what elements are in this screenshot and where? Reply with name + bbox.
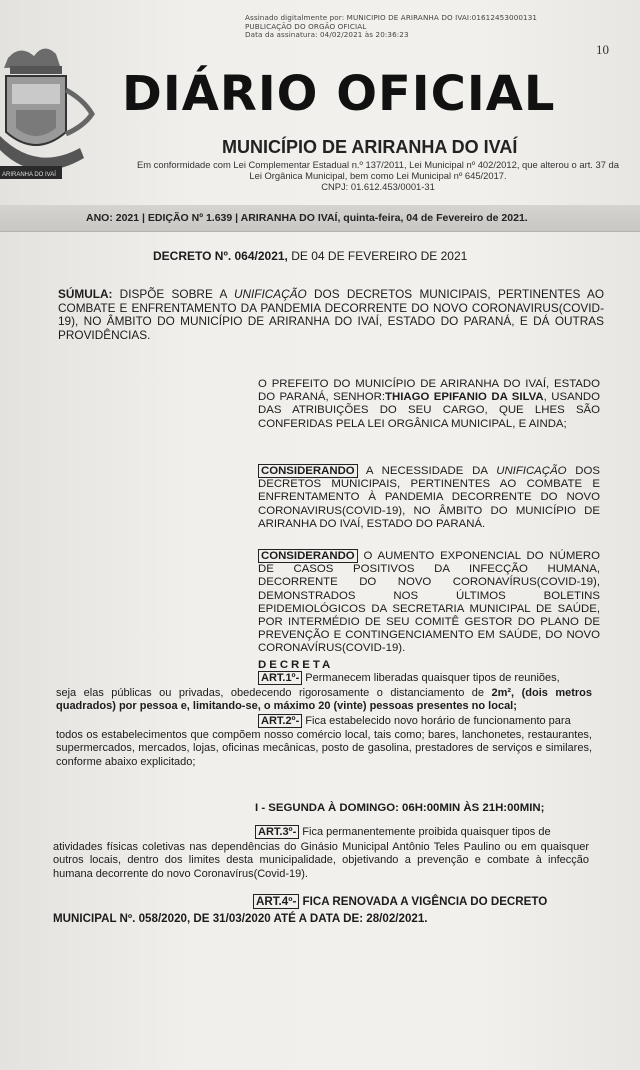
crest-label: ARIRANHA DO IVAÍ bbox=[2, 172, 56, 178]
preamble-paragraph bbox=[258, 378, 600, 431]
considerando-text: DOS DECRETOS MUNICIPAIS, PERTINENTES AO COMBATE E ENFRENTAMENTO À PANDEMIA DECORRENTE DO NOVO CORONAVIRUS(COVID-19), NO ÂMBITO DO MUNICÍPIO DE ARIRANHA DO IVAÍ, ESTADO DO PARANÁ. bbox=[258, 465, 600, 530]
article-1-lead bbox=[258, 672, 594, 685]
sumula-text: DOS DECRETOS MUNICIPAIS, PERTINENTES AO COMBATE E ENFRENTAMENTO DA PANDEMIA DECORRENTE DO NOVO CORONAVIRUS(COVID-19), NO ÂMBITO DO MUNICÍPIO DE ARIRANHA DO IVAÍ, ESTADO DO PARANÁ, E DÁ OUTRAS PROVIDÊNCIAS. bbox=[58, 287, 604, 342]
newspaper-title: DIÁRIO OFICIAL bbox=[122, 66, 556, 122]
municipality-name: MUNICÍPIO DE ARIRANHA DO IVAÍ bbox=[222, 137, 518, 157]
page-number: 10 bbox=[596, 42, 609, 57]
sumula-text: DISPÕE SOBRE A bbox=[112, 287, 234, 301]
conformity-notice bbox=[118, 160, 638, 192]
article-2-lead bbox=[258, 715, 594, 728]
conformity-line: Em conformidade com Lei Complementar Estadual n.º 137/2011, Lei Municipal nº 402/2012, que alterou o art. 37 da bbox=[137, 159, 619, 170]
article-2-body: todos os estabelecimentos que compõem nosso comércio local, tais como; bares, lanchonetes, restaurantes, supermercados, mercados, lojas, oficinas mecânicas, posto de gasolina, prestadores de serviços e similares, conforme abaixo explicitado; bbox=[56, 729, 592, 768]
article-text: Permanecem liberadas quaisquer tipos de reuniões, bbox=[302, 672, 560, 684]
considerando-label: CONSIDERANDO bbox=[258, 549, 358, 563]
article-3-label: ART.3º- bbox=[255, 825, 299, 839]
municipal-crest-icon bbox=[0, 40, 98, 190]
sumula-paragraph bbox=[58, 288, 604, 342]
considerando-italic: UNIFICAÇÃO bbox=[496, 465, 567, 477]
decree-date: DE 04 DE FEVEREIRO DE 2021 bbox=[287, 249, 468, 263]
signature-line: Assinado digitalmente por: MUNICIPIO DE ARIRANHA DO IVAI:01612453000131 bbox=[245, 13, 538, 22]
signature-line: Data da assinatura: 04/02/2021 às 20:36:23 bbox=[245, 30, 409, 40]
signature-line: PUBLICAÇÃO DO ORGÃO OFICIAL bbox=[245, 21, 367, 31]
preamble-text: , USANDO DAS ATRIBUIÇÕES DO SEU CARGO, QUE LHES SÃO CONFERIDAS PELA LEI ORGÂNICA MUNICIPAL, E AINDA; bbox=[258, 391, 600, 430]
decree-number: DECRETO Nº. 064/2021, bbox=[153, 249, 288, 263]
article-4-lead bbox=[253, 895, 589, 908]
decreta-heading: DECRETA bbox=[258, 659, 334, 671]
article-3-body: atividades físicas coletivas nas dependências do Ginásio Municipal Antônio Teles Paulino ou em quaisquer outros locais, dentro dos limites desta municipalidade, objetivando a prevenção e combate à infecção humana decorrente do novo Coronavírus(Covid-19). bbox=[53, 841, 589, 880]
considerando-1 bbox=[258, 465, 600, 531]
article-bold-text: 2m², (dois metros quadrados) por pessoa e, limitando-se, o máximo 20 (vinte) pessoas presentes no local; bbox=[56, 687, 593, 713]
edition-line: ANO: 2021 | EDIÇÃO Nº 1.639 | ARIRANHA DO IVAÍ, quinta-feira, 04 de Fevereiro de 2021. bbox=[86, 212, 528, 224]
conformity-line: Lei Orgânica Municipal, bem como Lei Municipal nº 645/2017. bbox=[249, 169, 507, 181]
sumula-label: SÚMULA: bbox=[58, 287, 113, 301]
article-1-body bbox=[56, 687, 592, 714]
article-2-label: ART.2º- bbox=[258, 714, 302, 728]
considerando-text: O AUMENTO EXPONENCIAL DO NÚMERO DE CASOS POSITIVOS DA INFECÇÃO HUMANA, DECORRENTE DO NOVO CORONAVÍRUS(COVID-19), DEMONSTRADOS NOS ÚLTIMOS BOLETINS EPIDEMIOLÓGICOS DA SECRETARIA MUNICIPAL DE SAÚDE, POR INTERMÉDIO DE SEU COMITÊ GESTOR DO PLANO DE PREVENÇÃO E CONTINGENCIAMENTO EM SAÚDE, DO NOVO CORONAVÍRUS(COVID-19). bbox=[258, 550, 600, 655]
opening-hours: I - SEGUNDA À DOMINGO: 06H:00MIN ÀS 21H:00MIN; bbox=[255, 802, 545, 814]
article-text: seja elas públicas ou privadas, obedecendo rigorosamente o distanciamento de bbox=[56, 687, 492, 699]
article-text: FICA RENOVADA A VIGÊNCIA DO DECRETO bbox=[299, 895, 548, 908]
sumula-italic: UNIFICAÇÃO bbox=[233, 287, 307, 301]
decree-title bbox=[153, 249, 467, 263]
considerando-text: A NECESSIDADE DA bbox=[357, 465, 497, 477]
article-3-lead bbox=[255, 826, 591, 839]
considerando-2 bbox=[258, 550, 600, 656]
preamble-text: O PREFEITO DO MUNICÍPIO DE ARIRANHA DO IVAÍ, ESTADO DO PARANÁ, SENHOR: bbox=[258, 378, 600, 404]
considerando-label: CONSIDERANDO bbox=[258, 464, 358, 478]
article-4-label: ART.4º- bbox=[253, 894, 299, 909]
article-4-body: MUNICIPAL Nº. 058/2020, DE 31/03/2020 ATÉ A DATA DE: 28/02/2021. bbox=[53, 912, 428, 925]
mayor-name: THIAGO EPIFANIO DA SILVA bbox=[385, 391, 544, 404]
cnpj-line: CNPJ: 01.612.453/0001-31 bbox=[321, 180, 435, 192]
digital-signature-stamp bbox=[245, 14, 537, 40]
article-text: Fica permanentemente proibida quaisquer tipos de bbox=[299, 826, 551, 838]
article-text: Fica estabelecido novo horário de funcionamento para bbox=[302, 715, 571, 727]
article-1-label: ART.1º- bbox=[258, 671, 302, 685]
